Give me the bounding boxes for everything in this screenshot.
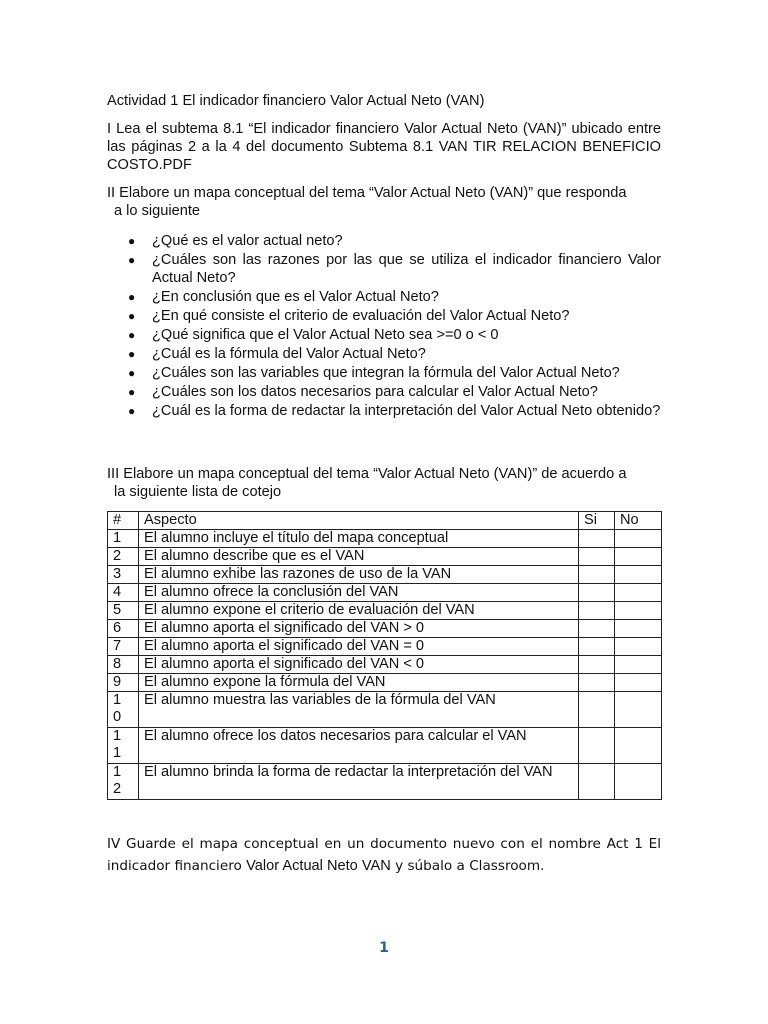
no-cell: [615, 728, 662, 764]
instruction-3-line1: III Elabore un mapa conceptual del tema “Valor Actual Neto (VAN)” de acuerdo a: [107, 466, 627, 482]
row-number: 9: [108, 674, 139, 692]
row-aspect: El alumno aporta el significado del VAN < 0: [139, 656, 579, 674]
list-item: ● ¿En qué consiste el criterio de evaluación del Valor Actual Neto?: [128, 308, 570, 324]
row-number: 8: [108, 656, 139, 674]
si-cell: [579, 656, 615, 674]
row-aspect: El alumno ofrece los datos necesarios para calcular el VAN: [139, 728, 579, 764]
column-header-aspect: Aspecto: [139, 512, 579, 530]
bullet-icon: ●: [128, 404, 136, 418]
row-number: 2: [108, 548, 139, 566]
no-cell: [615, 602, 662, 620]
page-number: 1: [379, 940, 389, 956]
row-aspect: El alumno ofrece la conclusión del VAN: [139, 584, 579, 602]
table-row: [108, 674, 662, 692]
row-number: 3: [108, 566, 139, 584]
row-aspect: El alumno brinda la forma de redactar la interpretación del VAN: [139, 764, 579, 800]
column-header-no: No: [615, 512, 662, 530]
si-cell: [579, 566, 615, 584]
si-cell: [579, 692, 615, 728]
si-cell: [579, 728, 615, 764]
list-item: ● ¿En conclusión que es el Valor Actual Neto?: [128, 289, 439, 305]
list-item: ● ¿Cuál es la fórmula del Valor Actual Neto?: [128, 346, 426, 362]
row-number: 1: [108, 530, 139, 548]
row-aspect: El alumno expone la fórmula del VAN: [139, 674, 579, 692]
instruction-2-line2: a lo siguiente: [114, 203, 201, 219]
bullet-icon: ●: [128, 366, 136, 380]
row-aspect: El alumno incluye el título del mapa conceptual: [139, 530, 579, 548]
instruction-1: I Lea el subtema 8.1 “El indicador financiero Valor Actual Neto (VAN)” ubicado entre las páginas 2 a la 4 del documento Subtema 8.1 VAN TIR RELACION BENEFICIO COSTO.PDF: [107, 121, 661, 173]
table-row: [108, 584, 662, 602]
no-cell: [615, 620, 662, 638]
row-aspect: El alumno aporta el significado del VAN > 0: [139, 620, 579, 638]
row-aspect: El alumno exhibe las razones de uso de la VAN: [139, 566, 579, 584]
table-row: [108, 620, 662, 638]
no-cell: [615, 530, 662, 548]
si-cell: [579, 674, 615, 692]
list-item: ● ¿Cuáles son las razones por las que se utiliza el indicador financiero Valor Actual Neto?: [128, 252, 661, 286]
row-aspect: El alumno expone el criterio de evaluación del VAN: [139, 602, 579, 620]
table-row: [108, 602, 662, 620]
bullet-icon: ●: [128, 253, 136, 267]
si-cell: [579, 530, 615, 548]
si-cell: [579, 548, 615, 566]
list-item: ● ¿Cuáles son los datos necesarios para calcular el Valor Actual Neto?: [128, 384, 598, 400]
checklist-table: [107, 511, 662, 800]
row-number: 6: [108, 620, 139, 638]
list-item: ● ¿Qué es el valor actual neto?: [128, 233, 343, 249]
bullet-icon: ●: [128, 385, 136, 399]
table-row: [108, 656, 662, 674]
instruction-2-line1: II Elabore un mapa conceptual del tema “Valor Actual Neto (VAN)” que responda: [107, 185, 627, 201]
column-header-si: Si: [579, 512, 615, 530]
row-number: 10: [108, 692, 139, 728]
no-cell: [615, 566, 662, 584]
table-row: [108, 728, 662, 764]
table-header-row: [108, 512, 662, 530]
bullet-icon: ●: [128, 234, 136, 248]
si-cell: [579, 602, 615, 620]
no-cell: [615, 638, 662, 656]
no-cell: [615, 674, 662, 692]
table-row: [108, 548, 662, 566]
bullet-icon: ●: [128, 309, 136, 323]
row-number: 4: [108, 584, 139, 602]
bullet-icon: ●: [128, 347, 136, 361]
row-aspect: El alumno describe que es el VAN: [139, 548, 579, 566]
list-item: ● ¿Qué significa que el Valor Actual Neto sea >=0 o < 0: [128, 327, 499, 343]
table-row: [108, 638, 662, 656]
table-row: [108, 530, 662, 548]
instruction-2: [107, 184, 661, 220]
table-row: [108, 566, 662, 584]
row-aspect: El alumno aporta el significado del VAN = 0: [139, 638, 579, 656]
row-number: 12: [108, 764, 139, 800]
bullet-icon: ●: [128, 328, 136, 342]
no-cell: [615, 692, 662, 728]
instruction-4: IV Guarde el mapa conceptual en un documento nuevo con el nombre Act 1 El indicador financiero Valor Actual Neto VAN y súbalo a Classroom.: [107, 836, 661, 874]
table-row: [108, 764, 662, 800]
no-cell: [615, 548, 662, 566]
row-number: 11: [108, 728, 139, 764]
bullet-icon: ●: [128, 290, 136, 304]
column-header-number: #: [108, 512, 139, 530]
activity-title: Actividad 1 El indicador financiero Valor Actual Neto (VAN): [107, 93, 485, 109]
si-cell: [579, 620, 615, 638]
instruction-3: [107, 465, 661, 501]
no-cell: [615, 764, 662, 800]
table-row: [108, 692, 662, 728]
si-cell: [579, 764, 615, 800]
row-aspect: El alumno muestra las variables de la fórmula del VAN: [139, 692, 579, 728]
instruction-3-line2: la siguiente lista de cotejo: [114, 484, 282, 500]
question-list: [107, 232, 661, 421]
row-number: 7: [108, 638, 139, 656]
si-cell: [579, 584, 615, 602]
no-cell: [615, 656, 662, 674]
si-cell: [579, 638, 615, 656]
list-item: ● ¿Cuáles son las variables que integran la fórmula del Valor Actual Neto?: [128, 365, 620, 381]
no-cell: [615, 584, 662, 602]
list-item: ● ¿Cuál es la forma de redactar la interpretación del Valor Actual Neto obtenido?: [128, 403, 661, 419]
row-number: 5: [108, 602, 139, 620]
